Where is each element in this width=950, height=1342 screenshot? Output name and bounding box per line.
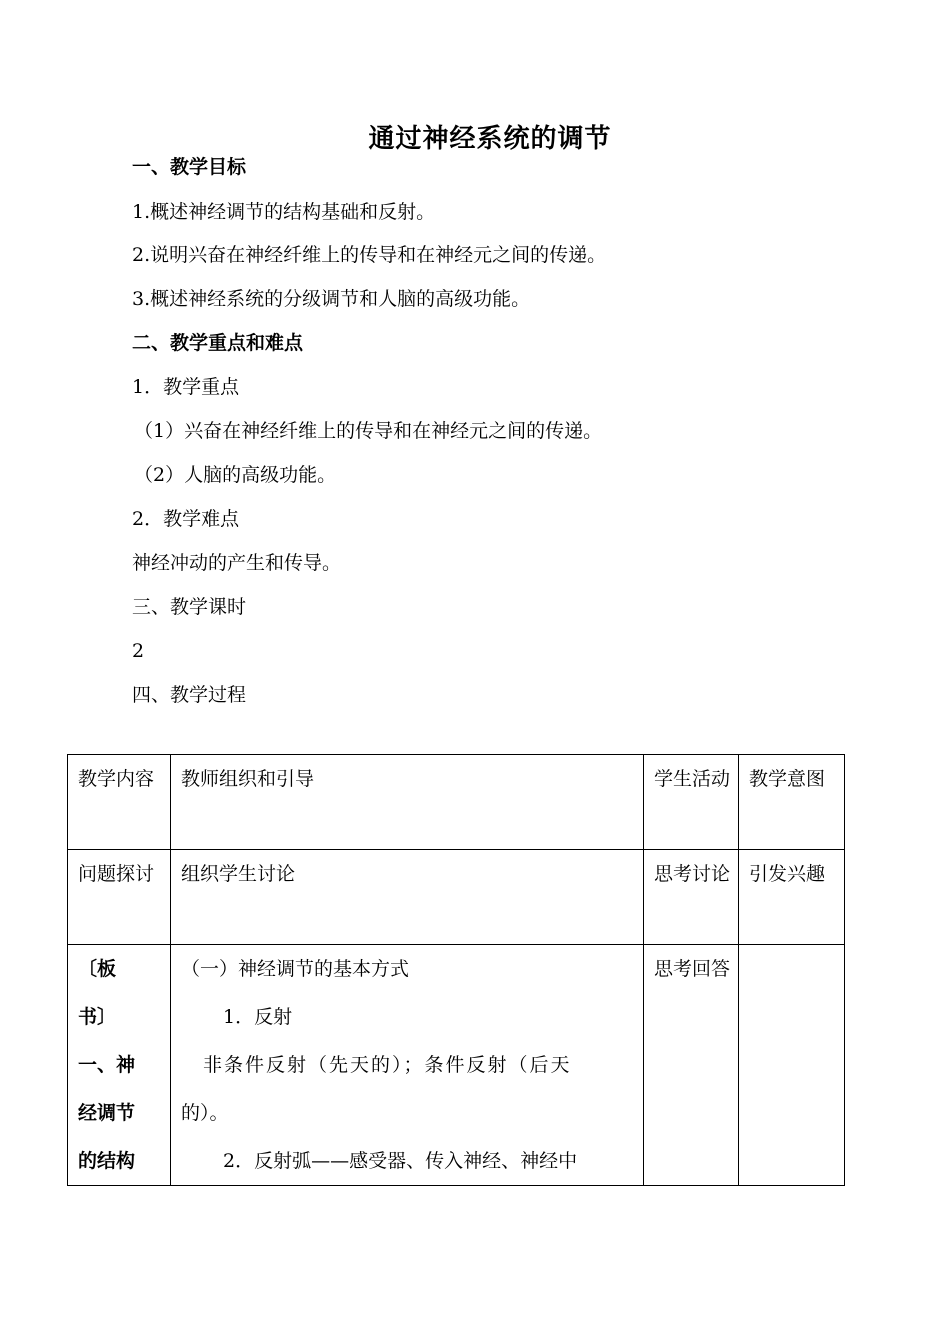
section-heading-process: 四、教学过程 [132, 684, 247, 706]
section-heading-key-points: 二、教学重点和难点 [132, 332, 304, 354]
teacher-line: （一）神经调节的基本方式 [181, 958, 410, 980]
table-cell: 思考讨论 [644, 850, 739, 945]
table-header-row [68, 755, 845, 850]
board-content-cell [68, 945, 171, 1186]
page-title: 通过神经系统的调节 [368, 124, 612, 154]
table-row [68, 945, 845, 1186]
table-cell: 问题探讨 [68, 850, 171, 945]
teacher-line: 1．反射 [223, 1006, 293, 1028]
teaching-process-table [67, 754, 845, 1186]
intent-cell [739, 945, 845, 1186]
key-points-heading: 1．教学重点 [132, 376, 240, 398]
section-heading-hours: 三、教学课时 [132, 596, 247, 618]
difficulty-heading: 2．教学难点 [132, 508, 240, 530]
table-cell: 引发兴趣 [739, 850, 845, 945]
board-line: 〔板 [78, 958, 117, 980]
teacher-line: 非条件反射（先天的）；条件反射（后天 [203, 1054, 572, 1076]
header-cell: 学生活动 [644, 755, 739, 850]
teacher-line: 2．反射弧——感受器、传入神经、神经中 [223, 1150, 578, 1172]
difficulty-text: 神经冲动的产生和传导。 [132, 552, 342, 574]
student-activity-cell: 思考回答 [644, 945, 739, 1186]
objective-item: 1.概述神经调节的结构基础和反射。 [132, 201, 436, 223]
section-heading-objectives: 一、教学目标 [132, 156, 247, 178]
board-line: 一、神 [78, 1054, 136, 1076]
board-line: 的结构 [78, 1150, 136, 1172]
header-cell: 教学意图 [739, 755, 845, 850]
hours-value: 2 [132, 640, 145, 662]
header-cell: 教学内容 [68, 755, 171, 850]
objective-item: 2.说明兴奋在神经纤维上的传导和在神经元之间的传递。 [132, 244, 607, 266]
teacher-line: 的）。 [181, 1102, 229, 1124]
board-line: 经调节 [78, 1102, 136, 1124]
table-cell: 组织学生讨论 [171, 850, 644, 945]
board-line: 书〕 [78, 1006, 117, 1028]
teacher-guidance-cell [171, 945, 644, 1186]
key-point-item: （2）人脑的高级功能。 [134, 464, 337, 486]
objective-item: 3.概述神经系统的分级调节和人脑的高级功能。 [132, 288, 531, 310]
key-point-item: （1）兴奋在神经纤维上的传导和在神经元之间的传递。 [134, 420, 603, 442]
header-cell: 教师组织和引导 [171, 755, 644, 850]
table-row [68, 850, 845, 945]
